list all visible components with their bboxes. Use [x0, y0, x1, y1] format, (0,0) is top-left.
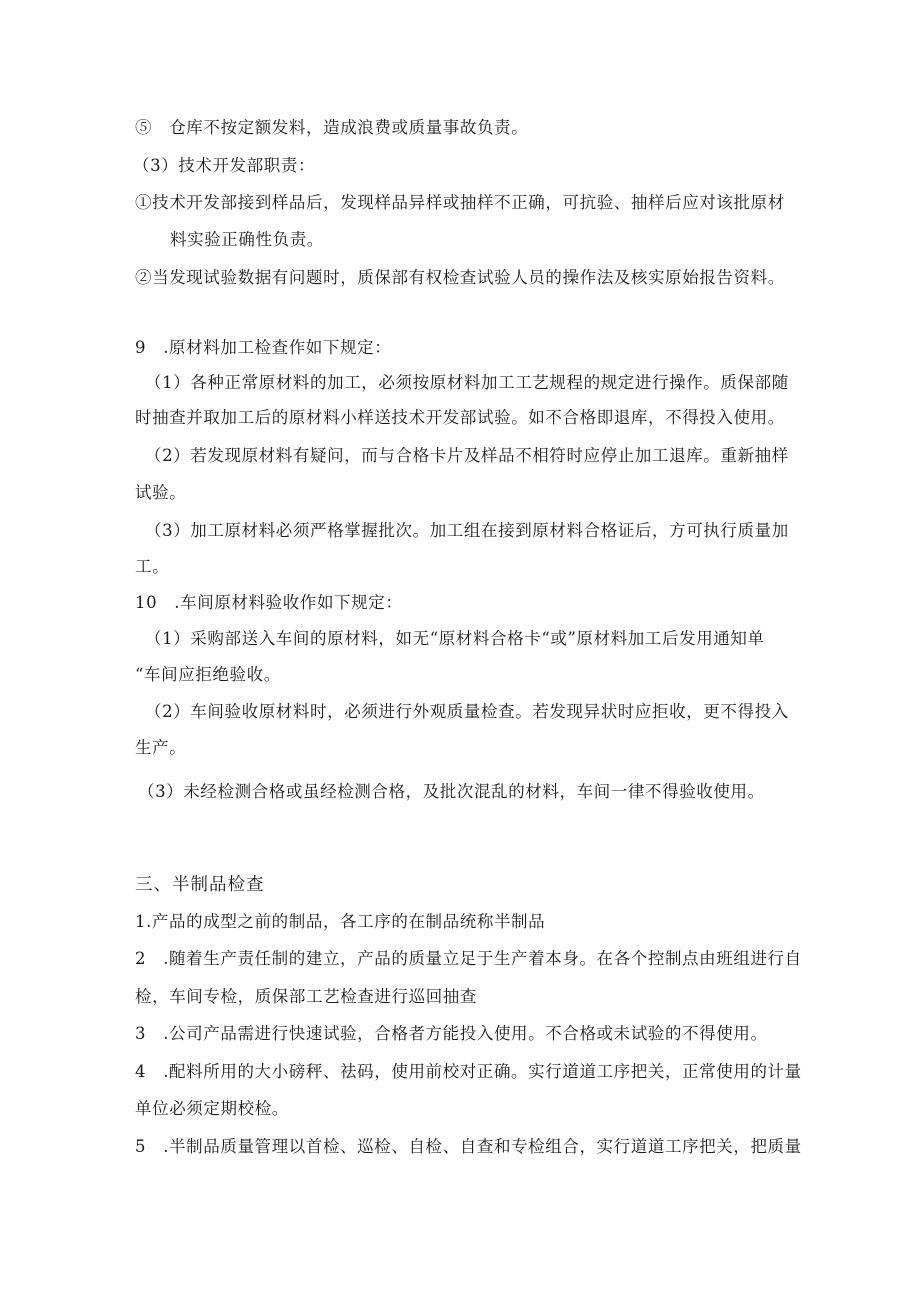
paragraph-line: 1.产品的成型之前的制品，各工序的在制品统称半制品 [135, 912, 546, 931]
paragraph-line: 工。 [135, 557, 170, 576]
section-heading: 10 .车间原材料验收作如下规定： [135, 593, 403, 612]
paragraph-line: 料实验正确性负责。 [170, 230, 324, 249]
paragraph-line: ②当发现试验数据有问题时，质保部有权检查试验人员的操作法及核实原始报告资料。 [135, 268, 785, 287]
paragraph-line: （2）车间验收原材料时，必须进行外观质量检查。若发现异状时应拒收，更不得投入 [145, 702, 789, 721]
paragraph-line: 4 .配料所用的大小磅秤、祛码，使用前校对正确。实行道道工序把关，正常使用的计量 [135, 1062, 802, 1081]
paragraph-line: 3 .公司产品需进行快速试验，合格者方能投入使用。不合格或未试验的不得使用。 [135, 1024, 768, 1043]
paragraph-line: 检，车间专检，质保部工艺检查进行巡回抽查 [135, 987, 477, 1006]
section-heading: （3）技术开发部职责： [133, 156, 316, 175]
section-heading: 9 .原材料加工检查作如下规定： [135, 338, 392, 357]
paragraph-line: ①技术开发部接到样品后，发现样品异样或抽样不正确，可抗验、抽样后应对该批原材 [135, 193, 785, 212]
paragraph-line: 时抽查并取加工后的原材料小样送技术开发部试验。如不合格即退库，不得投入使用。 [135, 408, 785, 427]
paragraph-line: （1）采购部送入车间的原材料，如无“原材料合格卡“或”原材料加工后发用通知单 [145, 629, 765, 648]
paragraph-line: ⑤ 仓库不按定额发料，造成浪费或质量事故负责。 [135, 118, 529, 137]
paragraph-line: 生产。 [135, 738, 187, 757]
paragraph-line: 5 .半制品质量管理以首检、巡检、自检、自查和专检组合，实行道道工序把关，把质量 [135, 1137, 802, 1156]
paragraph-line: 试验。 [135, 483, 187, 502]
paragraph-line: （2）若发现原材料有疑问，而与合格卡片及样品不相符时应停止加工退库。重新抽样 [145, 446, 789, 465]
paragraph-line: 2 .随着生产责任制的建立，产品的质量立足于生产着本身。在各个控制点由班组进行自 [135, 949, 802, 968]
chapter-heading: 三、半制品检查 [135, 875, 265, 895]
paragraph-line: 单位必须定期校检。 [135, 1099, 289, 1118]
paragraph-line: （3）加工原材料必须严格掌握批次。加工组在接到原材料合格证后，方可执行质量加 [145, 521, 789, 540]
paragraph-line: （1）各种正常原材料的加工，必须按原材料加工工艺规程的规定进行操作。质保部随 [145, 373, 789, 392]
paragraph-line: （3）未经检测合格或虽经检测合格，及批次混乱的材料，车间一律不得验收使用。 [138, 782, 765, 801]
paragraph-line: “车间应拒绝验收。 [135, 665, 281, 684]
